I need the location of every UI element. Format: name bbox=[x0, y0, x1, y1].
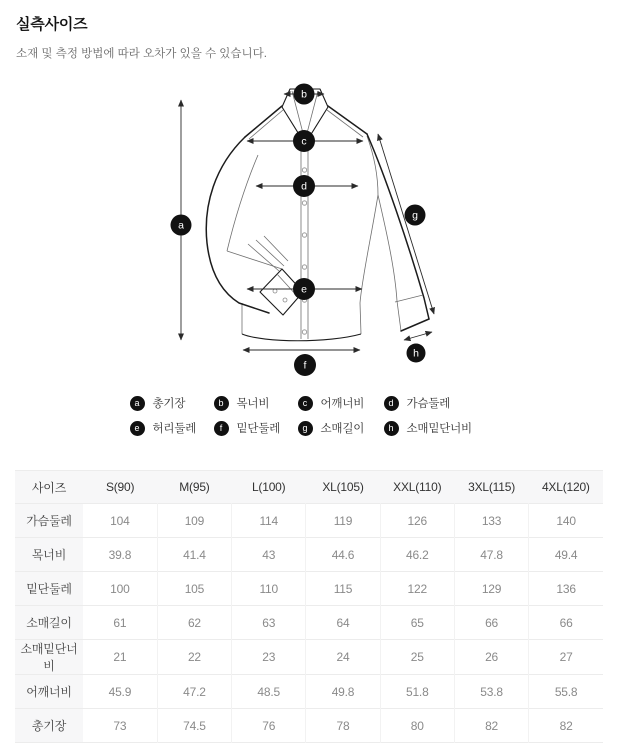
cell-value: 47.8 bbox=[454, 538, 528, 572]
cell-value: 82 bbox=[454, 709, 528, 743]
cell-value: 114 bbox=[232, 504, 306, 538]
left-sleeve-outer bbox=[206, 137, 269, 313]
cell-value: 55.8 bbox=[529, 675, 603, 709]
cell-value: 21 bbox=[83, 640, 157, 675]
cell-value: 73 bbox=[83, 709, 157, 743]
body-right-side bbox=[360, 195, 378, 334]
section-subtitle: 소재 및 측정 방법에 따라 오차가 있을 수 있습니다. bbox=[16, 48, 267, 60]
marker-badge-d bbox=[293, 175, 315, 197]
section-header bbox=[0, 0, 617, 61]
cell-value: 65 bbox=[380, 606, 454, 640]
row-label: 소매밑단너비 bbox=[15, 640, 83, 675]
marker-badge-e bbox=[293, 278, 315, 300]
cell-value: 66 bbox=[529, 606, 603, 640]
cell-value: 109 bbox=[157, 504, 231, 538]
right-armhole bbox=[367, 136, 378, 195]
legend-badge-h: h bbox=[384, 421, 399, 436]
legend-badge-c: c bbox=[298, 396, 313, 411]
svg-text:b: b bbox=[300, 88, 307, 101]
size-table bbox=[15, 470, 603, 743]
svg-text:c: c bbox=[300, 135, 307, 148]
table-row bbox=[15, 538, 603, 572]
table-row bbox=[15, 504, 603, 538]
right-shoulder-seam bbox=[328, 106, 367, 134]
legend-badge-a: a bbox=[130, 396, 145, 411]
legend-badge-e: e bbox=[130, 421, 145, 436]
marker-badge-a bbox=[170, 215, 191, 236]
svg-text:g: g bbox=[411, 209, 418, 222]
hem-line bbox=[242, 334, 361, 341]
cell-value: 140 bbox=[529, 504, 603, 538]
legend-item-h bbox=[384, 420, 488, 436]
svg-text:e: e bbox=[300, 283, 307, 296]
column-header: S(90) bbox=[83, 471, 157, 504]
column-header: 4XL(120) bbox=[529, 471, 603, 504]
legend-label: 허리둘레 bbox=[152, 423, 197, 435]
marker-badge-b bbox=[293, 84, 314, 105]
cell-value: 129 bbox=[454, 572, 528, 606]
row-label: 목너비 bbox=[15, 538, 83, 572]
legend-label: 가슴둘레 bbox=[406, 398, 451, 410]
table-row bbox=[15, 606, 603, 640]
cell-value: 25 bbox=[380, 640, 454, 675]
row-label: 가슴둘레 bbox=[15, 504, 83, 538]
legend-item-e bbox=[130, 420, 214, 436]
column-header: 3XL(115) bbox=[454, 471, 528, 504]
cell-value: 46.2 bbox=[380, 538, 454, 572]
cell-value: 48.5 bbox=[232, 675, 306, 709]
svg-text:f: f bbox=[303, 359, 306, 372]
cell-value: 62 bbox=[157, 606, 231, 640]
cell-value: 27 bbox=[529, 640, 603, 675]
right-cuff-bottom bbox=[401, 319, 429, 331]
table-row bbox=[15, 640, 603, 675]
table-row bbox=[15, 675, 603, 709]
cell-value: 26 bbox=[454, 640, 528, 675]
row-label: 밑단둘레 bbox=[15, 572, 83, 606]
legend-item-b bbox=[214, 395, 298, 411]
cell-value: 44.6 bbox=[306, 538, 380, 572]
cell-value: 66 bbox=[454, 606, 528, 640]
marker-badge-f bbox=[294, 354, 316, 376]
cell-value: 24 bbox=[306, 640, 380, 675]
svg-text:h: h bbox=[412, 347, 419, 360]
column-header: XXL(110) bbox=[380, 471, 454, 504]
cell-value: 136 bbox=[529, 572, 603, 606]
right-cuff-band bbox=[395, 295, 423, 302]
column-header: L(100) bbox=[232, 471, 306, 504]
legend-label: 목너비 bbox=[236, 398, 270, 410]
cell-value: 122 bbox=[380, 572, 454, 606]
right-sleeve-outer bbox=[367, 134, 429, 319]
cell-value: 133 bbox=[454, 504, 528, 538]
left-sleeve-inner bbox=[227, 155, 258, 251]
cell-value: 100 bbox=[83, 572, 157, 606]
table-row bbox=[15, 572, 603, 606]
measure-line-h bbox=[404, 332, 432, 340]
column-header-size: 사이즈 bbox=[15, 471, 83, 504]
legend-badge-d: d bbox=[384, 396, 399, 411]
section-title: 실측사이즈 bbox=[16, 16, 88, 33]
legend-label: 소매길이 bbox=[320, 423, 365, 435]
row-label: 총기장 bbox=[15, 709, 83, 743]
legend-item-f bbox=[214, 420, 298, 436]
cell-value: 49.4 bbox=[529, 538, 603, 572]
cell-value: 53.8 bbox=[454, 675, 528, 709]
cell-value: 22 bbox=[157, 640, 231, 675]
cell-value: 104 bbox=[83, 504, 157, 538]
marker-badges bbox=[170, 84, 425, 377]
svg-text:d: d bbox=[300, 180, 307, 193]
cell-value: 82 bbox=[529, 709, 603, 743]
table-row bbox=[15, 709, 603, 743]
left-shoulder-seam bbox=[245, 106, 282, 137]
legend-badge-b: b bbox=[214, 396, 229, 411]
marker-badge-h bbox=[406, 344, 425, 363]
cell-value: 80 bbox=[380, 709, 454, 743]
cell-value: 43 bbox=[232, 538, 306, 572]
table-header-row bbox=[15, 471, 603, 504]
cell-value: 78 bbox=[306, 709, 380, 743]
column-header: XL(105) bbox=[306, 471, 380, 504]
cell-value: 64 bbox=[306, 606, 380, 640]
cell-value: 47.2 bbox=[157, 675, 231, 709]
legend-item-g bbox=[298, 420, 384, 436]
legend-badge-g: g bbox=[298, 421, 313, 436]
shirt-outline bbox=[206, 89, 429, 341]
measure-line-g bbox=[378, 134, 434, 314]
cell-value: 74.5 bbox=[157, 709, 231, 743]
size-table-container bbox=[15, 470, 603, 743]
legend-label: 총기장 bbox=[152, 398, 186, 410]
cell-value: 110 bbox=[232, 572, 306, 606]
marker-badge-g bbox=[404, 205, 425, 226]
legend-label: 어깨너비 bbox=[320, 398, 365, 410]
shirt-diagram-container bbox=[0, 75, 617, 390]
legend-badge-f: f bbox=[214, 421, 229, 436]
cell-value: 39.8 bbox=[83, 538, 157, 572]
cell-value: 61 bbox=[83, 606, 157, 640]
cell-value: 51.8 bbox=[380, 675, 454, 709]
cell-value: 45.9 bbox=[83, 675, 157, 709]
cell-value: 41.4 bbox=[157, 538, 231, 572]
marker-badge-c bbox=[293, 130, 315, 152]
cell-value: 119 bbox=[306, 504, 380, 538]
column-header: M(95) bbox=[157, 471, 231, 504]
cell-value: 49.8 bbox=[306, 675, 380, 709]
cell-value: 126 bbox=[380, 504, 454, 538]
measurement-legend bbox=[0, 395, 617, 436]
shirt-measurement-diagram bbox=[137, 75, 481, 390]
row-label: 어깨너비 bbox=[15, 675, 83, 709]
legend-item-a bbox=[130, 395, 214, 411]
row-label: 소매길이 bbox=[15, 606, 83, 640]
cell-value: 115 bbox=[306, 572, 380, 606]
cell-value: 76 bbox=[232, 709, 306, 743]
cell-value: 105 bbox=[157, 572, 231, 606]
legend-label: 소매밑단너비 bbox=[406, 423, 472, 435]
cell-value: 23 bbox=[232, 640, 306, 675]
cell-value: 63 bbox=[232, 606, 306, 640]
legend-label: 밑단둘레 bbox=[236, 423, 281, 435]
svg-text:a: a bbox=[177, 219, 184, 232]
legend-item-c bbox=[298, 395, 384, 411]
legend-item-d bbox=[384, 395, 488, 411]
